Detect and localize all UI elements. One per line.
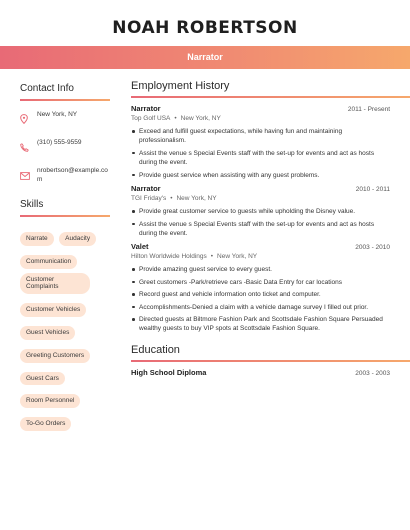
skill-chip: Guest Cars [20, 372, 65, 386]
meta-separator: • [210, 253, 214, 261]
skills-heading: Skills [20, 199, 44, 210]
job-entry [131, 184, 390, 238]
job-title: Valet [131, 242, 149, 252]
education-section [131, 344, 390, 377]
job-bullet: Provide great customer service to guests while upholding the Disney value. [131, 207, 390, 216]
employment-heading-rule [131, 96, 410, 98]
job-bullet: Exceed and fulfill guest expectations, while having fun and maintaining professionalism. [131, 127, 390, 146]
job-title-banner: Narrator [0, 46, 410, 69]
job-bullet: Record guest and vehicle information onto ticket and computer. [131, 290, 390, 299]
job-title: Narrator [131, 184, 161, 194]
skill-chip: Room Personnel [20, 394, 80, 408]
job-bullets [131, 127, 390, 180]
skill-chip: Customer Vehicles [20, 303, 86, 317]
job-dates: 2010 - 2011 [355, 186, 390, 194]
skill-chip: Customer Complaints [20, 273, 90, 295]
job-bullet: Provide amazing guest service to every guest. [131, 265, 390, 274]
skill-chip: Greeting Customers [20, 349, 90, 363]
contact-phone-text: (310) 555-9559 [37, 139, 82, 146]
contact-location-text: New York, NY [37, 111, 78, 118]
job-company: Hilton Worldwide Holdings [131, 253, 207, 261]
job-entry [131, 104, 390, 180]
job-title: Narrator [131, 104, 161, 113]
candidate-name: NOAH ROBERTSON [112, 18, 298, 38]
employment-heading: Employment History [131, 80, 230, 92]
skills-heading-rule [20, 215, 110, 217]
job-company: TGI Friday's [131, 195, 167, 203]
skills-list [20, 227, 110, 435]
location-pin-icon [20, 111, 30, 129]
job-bullets [131, 265, 390, 334]
job-bullet: Assist the venue s Special Events staff with the set-up for events and act as hosts during the event. [131, 220, 390, 239]
contact-email [20, 167, 110, 185]
job-location: New York, NY [180, 115, 221, 122]
education-heading: Education [131, 343, 180, 356]
sidebar [20, 83, 110, 435]
skills-section [20, 199, 110, 435]
job-bullet: Provide guest service when assisting with any guest problems. [131, 171, 390, 180]
meta-separator: • [174, 115, 177, 122]
job-bullet: Directed guests at Biltmore Fashion Park and Scottsdale Fashion Square Persuaded wealthy guests to buy VIP spots at Scottsdale Fashion Square. [131, 315, 390, 334]
job-bullets [131, 207, 390, 238]
contact-heading: Contact Info [20, 83, 74, 94]
contact-phone [20, 139, 110, 157]
job-dates: 2011 - Present [347, 106, 390, 113]
contact-location [20, 111, 110, 129]
email-icon [20, 167, 30, 185]
job-entry [131, 242, 390, 334]
job-company: Top Golf USA [131, 115, 171, 122]
skill-chip: Guest Vehicles [20, 326, 75, 340]
skill-chip: Audacity [59, 232, 96, 246]
education-heading-rule [131, 360, 410, 362]
contact-email-text: nrobertson@example.com [37, 167, 108, 183]
job-location: New York, NY [176, 195, 217, 203]
skill-chip: Narrate [20, 232, 54, 246]
job-location: New York, NY [217, 253, 258, 261]
education-title: High School Diploma [131, 367, 207, 377]
skill-chip: Communication [20, 255, 77, 269]
job-bullet: Assist the venue s Special Events staff with the set-up for events and act as hosts during the event. [131, 149, 390, 168]
job-dates: 2003 - 2010 [355, 244, 390, 252]
meta-separator: • [170, 195, 173, 203]
education-dates: 2003 - 2003 [355, 369, 390, 377]
job-bullet: Greet customers -Park/retrieve cars -Basic Data Entry for car locations [131, 278, 390, 287]
phone-icon [20, 139, 30, 157]
skill-chip: To-Go Orders [20, 417, 71, 431]
job-bullet: Accomplishments-Denied a claim with a vehicle damage survey I filled out prior. [131, 303, 390, 312]
main-content [131, 80, 390, 377]
contact-heading-rule [20, 99, 110, 101]
